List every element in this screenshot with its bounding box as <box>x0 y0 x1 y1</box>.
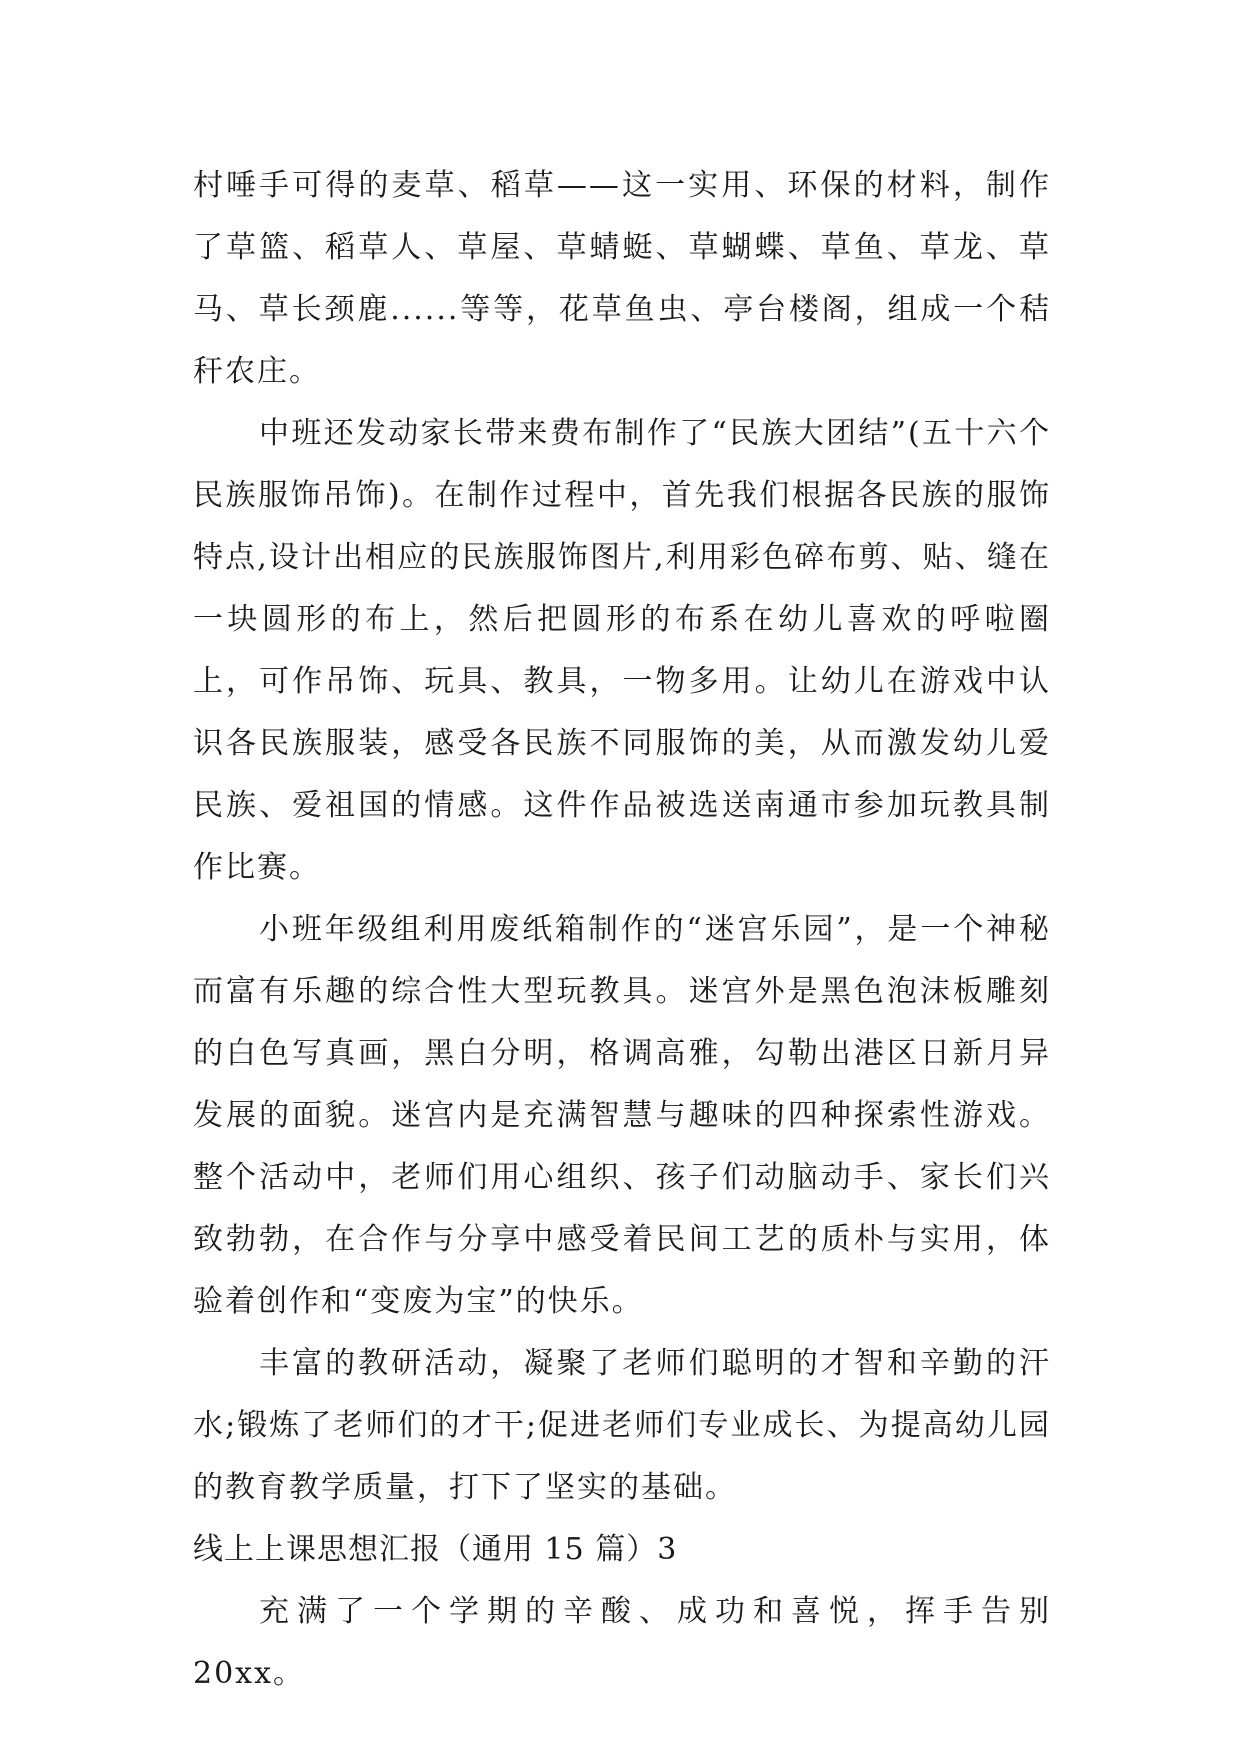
section-heading: 线上上课思想汇报（通用 15 篇）3 <box>193 1532 678 1567</box>
paragraph-continued: 村唾手可得的麦草、稻草——这一实用、环保的材料，制作了草篮、稻草人、草屋、草蜻蜓、草蝴蝶、草鱼、草龙、草马、草长颈鹿......等等，花草鱼虫、亭台楼阁，组成一个秸秆农庄。 <box>193 168 1051 389</box>
paragraph-semester-farewell: 充满了一个学期的辛酸、成功和喜悦，挥手告别 20xx。 <box>193 1594 1051 1691</box>
paragraph-maze-park: 小班年级组利用废纸箱制作的“迷宫乐园”，是一个神秘而富有乐趣的综合性大型玩教具。迷宫外是黑色泡沫板雕刻的白色写真画，黑白分明，格调高雅，勾勒出港区日新月异发展的面貌。迷宫内是充满智慧与趣味的四种探索性游戏。整个活动中，老师们用心组织、孩子们动脑动手、家长们兴致勃勃，在合作与分享中感受着民间工艺的质朴与实用，体验着创作和“变废为宝”的快乐。 <box>193 912 1051 1319</box>
document-body <box>193 155 1051 1705</box>
paragraph-teaching-research: 丰富的教研活动，凝聚了老师们聪明的才智和辛勤的汗水;锻炼了老师们的才干;促进老师们专业成长、为提高幼儿园的教育教学质量，打下了坚实的基础。 <box>193 1346 1051 1505</box>
paragraph-national-unity: 中班还发动家长带来费布制作了“民族大团结”(五十六个民族服饰吊饰)。在制作过程中，首先我们根据各民族的服饰特点,设计出相应的民族服饰图片,利用彩色碎布剪、贴、缝在一块圆形的布上，然后把圆形的布系在幼儿喜欢的呼啦圈上，可作吊饰、玩具、教具，一物多用。让幼儿在游戏中认识各民族服装，感受各民族不同服饰的美，从而激发幼儿爱民族、爱祖国的情感。这件作品被选送南通市参加玩教具制作比赛。 <box>193 416 1051 885</box>
